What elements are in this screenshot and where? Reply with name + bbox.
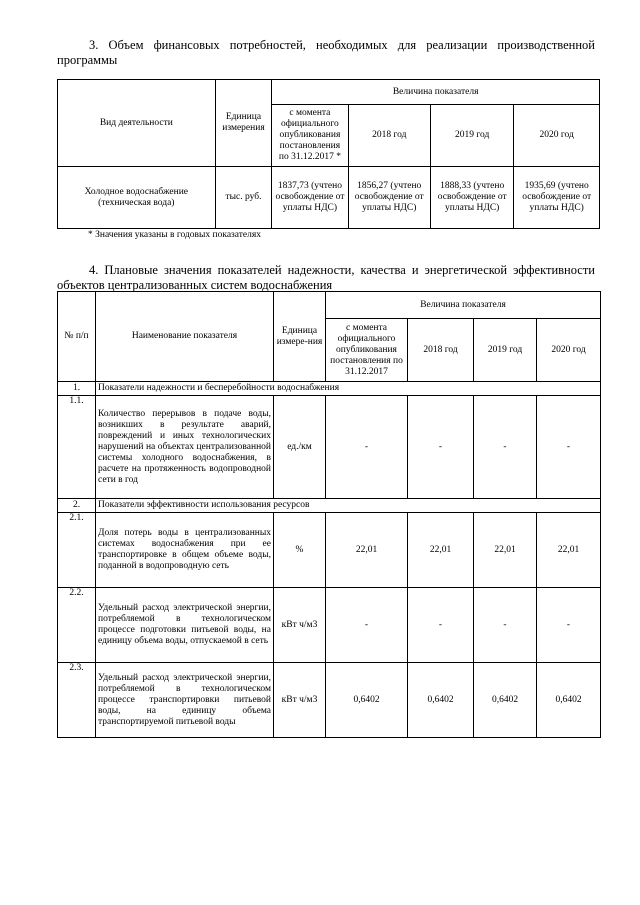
group-1-title: Показатели надежности и бесперебойности водоснабжения xyxy=(96,382,601,396)
row-2-1-2019: 22,01 xyxy=(474,513,537,588)
group-2-title: Показатели эффективности использования ресурсов xyxy=(96,499,601,513)
section-4-title: 4. Плановые значения показателей надежности, качества и энергетической эффективности объектов централизованных систем водоснабжения xyxy=(57,263,595,292)
row-2-1-name: Доля потерь воды в централизованных системах водоснабжения при ее транспортировке в общем объеме воды, поданной в водопроводную сеть xyxy=(96,513,274,588)
row-2-1-unit: % xyxy=(274,513,326,588)
row-2-1-2020: 22,01 xyxy=(537,513,601,588)
row-1-1-2018: - xyxy=(408,396,474,499)
cell-2018: 1856,27 (учтено освобождение от уплаты НДС) xyxy=(348,167,430,229)
header-unit: Единица измере-ния xyxy=(274,292,326,382)
row-2-3-num: 2.3. xyxy=(58,663,96,738)
cell-2020: 1935,69 (учтено освобождение от уплаты НДС) xyxy=(514,167,600,229)
cell-activity: Холодное водоснабжение (техническая вода) xyxy=(58,167,216,229)
row-1-1-num: 1.1. xyxy=(58,396,96,499)
row-1-1-name: Количество перерывов в подаче воды, возникших в результате аварий, повреждений и иных технологических нарушений на объектах централизованной системы холодного водоснабжения, в расчете на протяженность водопроводной сети в год xyxy=(96,396,274,499)
table-row xyxy=(58,499,601,513)
cell-2019: 1888,33 (учтено освобождение от уплаты НДС) xyxy=(430,167,513,229)
row-2-2-2019: - xyxy=(474,588,537,663)
table-row xyxy=(58,396,601,499)
header-value-group: Величина показателя xyxy=(326,292,601,319)
cell-since: 1837,73 (учтено освобождение от уплаты НДС) xyxy=(272,167,348,229)
table-row xyxy=(58,167,600,229)
header-activity: Вид деятельности xyxy=(58,80,216,167)
header-name: Наименование показателя xyxy=(96,292,274,382)
row-2-2-since: - xyxy=(326,588,408,663)
footnote: * Значения указаны в годовых показателях xyxy=(88,230,262,240)
row-2-2-name: Удельный расход электрической энергии, потребляемой в технологическом процессе подготовки питьевой воды, на единицу объема воды, отпускаемой в сеть xyxy=(96,588,274,663)
row-1-1-unit: ед./км xyxy=(274,396,326,499)
header-2018: 2018 год xyxy=(348,105,430,167)
header-value-group: Величина показателя xyxy=(272,80,600,105)
row-1-1-2020: - xyxy=(537,396,601,499)
row-1-1-since: - xyxy=(326,396,408,499)
row-2-2-num: 2.2. xyxy=(58,588,96,663)
row-2-3-name: Удельный расход электрической энергии, потребляемой в технологическом процессе транспортировки питьевой воды, на единицу объема транспортируемой питьевой воды xyxy=(96,663,274,738)
row-2-3-since: 0,6402 xyxy=(326,663,408,738)
header-unit: Единица измерения xyxy=(215,80,272,167)
header-num: № п/п xyxy=(58,292,96,382)
row-2-2-2020: - xyxy=(537,588,601,663)
row-2-2-unit: кВт ч/м3 xyxy=(274,588,326,663)
row-2-3-2018: 0,6402 xyxy=(408,663,474,738)
row-2-1-2018: 22,01 xyxy=(408,513,474,588)
table-row xyxy=(58,382,601,396)
row-2-1-since: 22,01 xyxy=(326,513,408,588)
header-2020: 2020 год xyxy=(514,105,600,167)
row-2-3-2019: 0,6402 xyxy=(474,663,537,738)
table-row xyxy=(58,513,601,588)
row-1-1-2019: - xyxy=(474,396,537,499)
row-2-3-2020: 0,6402 xyxy=(537,663,601,738)
header-2019: 2019 год xyxy=(474,319,537,382)
header-2020: 2020 год xyxy=(537,319,601,382)
financial-needs-table xyxy=(57,79,600,229)
row-2-3-unit: кВт ч/м3 xyxy=(274,663,326,738)
table-row xyxy=(58,663,601,738)
row-2-2-2018: - xyxy=(408,588,474,663)
header-since: с момента официального опубликования постановления по 31.12.2017 xyxy=(326,319,408,382)
row-2-1-num: 2.1. xyxy=(58,513,96,588)
header-2019: 2019 год xyxy=(430,105,513,167)
table-row xyxy=(58,588,601,663)
cell-unit: тыс. руб. xyxy=(215,167,272,229)
header-2018: 2018 год xyxy=(408,319,474,382)
reliability-indicators-table xyxy=(57,291,601,738)
section-3-title: 3. Объем финансовых потребностей, необходимых для реализации производственной программы xyxy=(57,38,595,67)
group-2-num: 2. xyxy=(58,499,96,513)
group-1-num: 1. xyxy=(58,382,96,396)
header-since: с момента официального опубликования постановления по 31.12.2017 * xyxy=(272,105,348,167)
